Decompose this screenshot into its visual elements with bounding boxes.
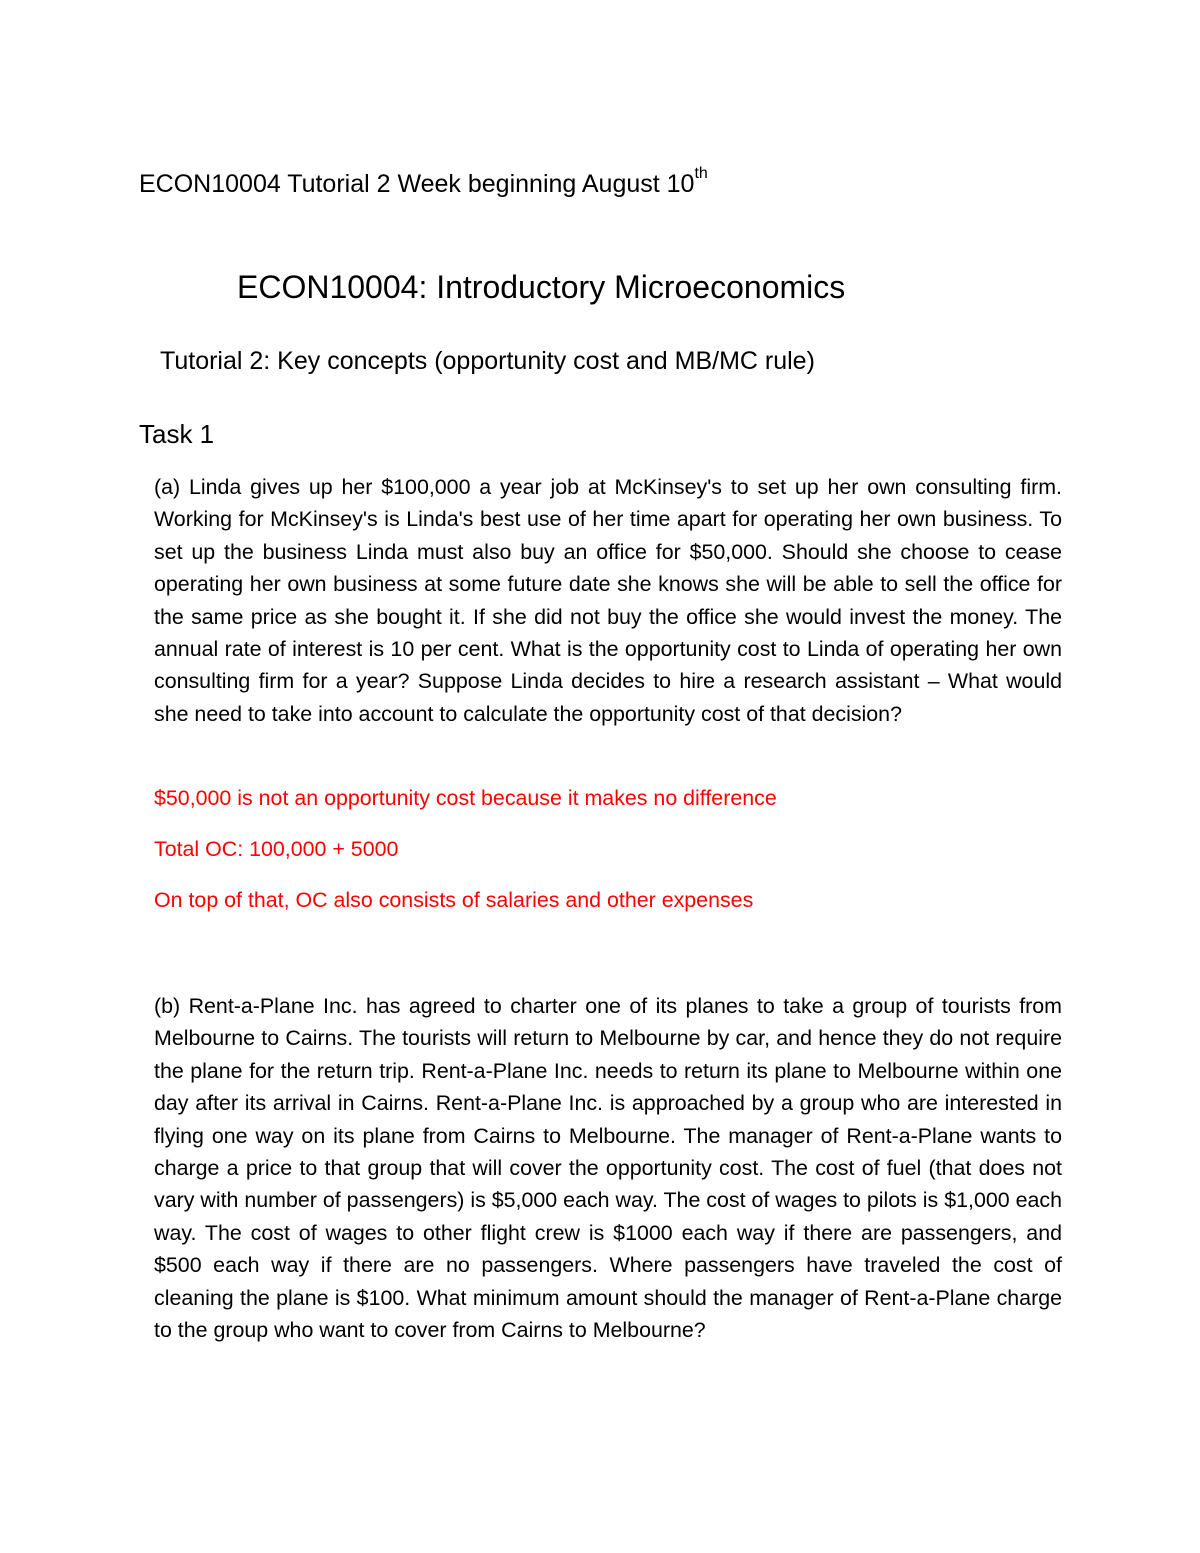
answer-line-3: On top of that, OC also consists of salaries and other expenses <box>154 888 754 912</box>
question-b-paragraph: (b) Rent-a-Plane Inc. has agreed to charter one of its planes to take a group of tourists from Melbourne to Cairns. The tourists will return to Melbourne by car, and hence they do not require the plane for the return trip. Rent-a-Plane Inc. needs to return its plane to Melbourne within one day after its arrival in Cairns. Rent-a-Plane Inc. is approached by a group who are interested in flying one way on its plane from Cairns to Melbourne. The manager of Rent-a-Plane wants to charge a price to that group that will cover the opportunity cost. The cost of fuel (that does not vary with number of passengers) is $5,000 each way. The cost of wages to pilots is $1,000 each way. The cost of wages to other flight crew is $1000 each way if there are passengers, and $500 each way if there are no passengers. Where passengers have traveled the cost of cleaning the plane is $100. What minimum amount should the manager of Rent-a-Plane charge to the group who want to cover from Cairns to Melbourne? <box>154 994 1062 1343</box>
task-heading: Task 1 <box>139 419 215 449</box>
document-header <box>139 166 708 202</box>
header-text: ECON10004 Tutorial 2 Week beginning August 10 <box>139 170 695 198</box>
header-superscript: th <box>694 165 708 182</box>
answer-line-2: Total OC: 100,000 + 5000 <box>154 837 399 861</box>
question-a-paragraph: (a) Linda gives up her $100,000 a year job at McKinsey's to set up her own consulting firm. Working for McKinsey's is Linda's best use of her time apart for operating her own business. To set up the business Linda must also buy an office for $50,000. Should she choose to cease operating her own business at some future date she knows she will be able to sell the office for the same price as she bought it. If she did not buy the office she would invest the money. The annual rate of interest is 10 per cent. What is the opportunity cost to Linda of operating her own consulting firm for a year? Suppose Linda decides to hire a research assistant – What would she need to take into account to calculate the opportunity cost of that decision? <box>154 475 1062 726</box>
tutorial-title: Tutorial 2: Key concepts (opportunity cost and MB/MC rule) <box>160 347 815 375</box>
course-title: ECON10004: Introductory Microeconomics <box>237 269 846 305</box>
answer-line-1: $50,000 is not an opportunity cost because it makes no difference <box>154 786 777 810</box>
